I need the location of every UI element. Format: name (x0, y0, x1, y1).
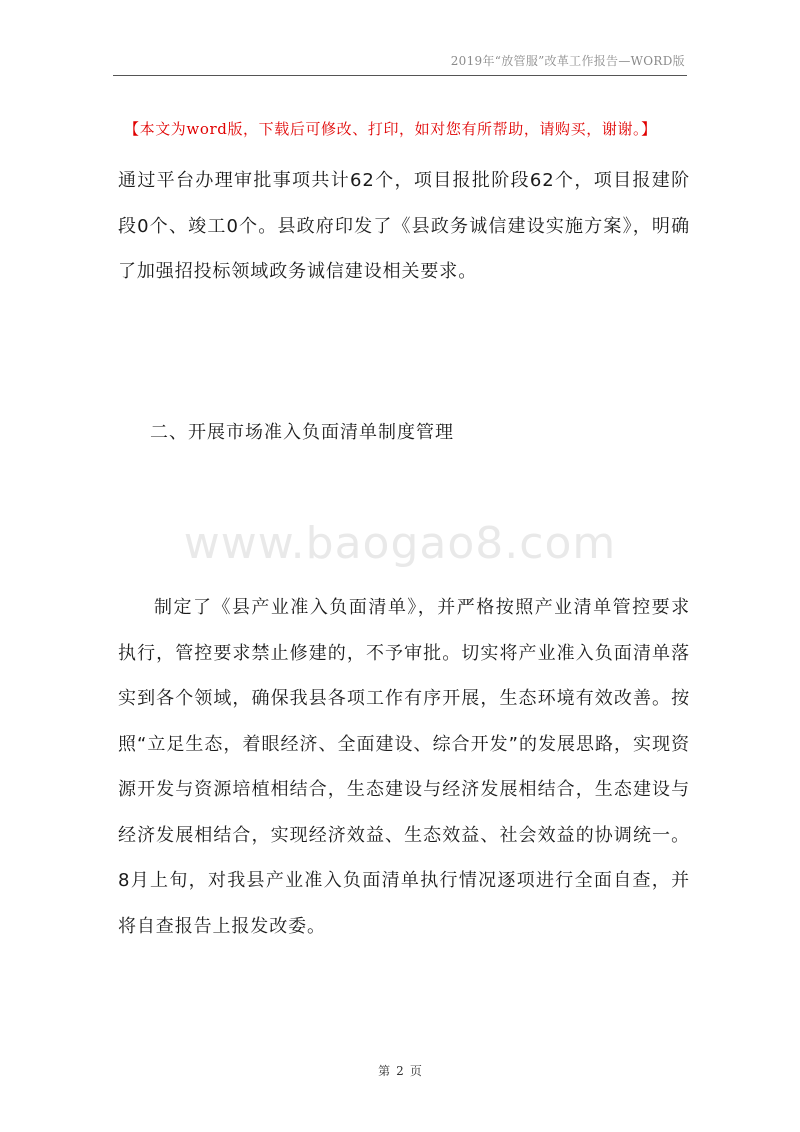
header-divider (113, 75, 687, 76)
page-number-prefix: 第 (378, 1064, 391, 1078)
body-paragraph-1: 通过平台办理审批事项共计62个，项目报批阶段62个，项目报建阶段0个、竣工0个。县政府印发了《县政务诚信建设实施方案》，明确了加强招投标领域政务诚信建设相关要求。 (118, 170, 690, 282)
watermark: www.baogao8.com (183, 518, 617, 569)
page-number-suffix: 页 (409, 1064, 422, 1078)
page-number-value: 2 (396, 1064, 404, 1078)
page-number (0, 1062, 800, 1079)
body-paragraph-2: 制定了《县产业准入负面清单》，并严格按照产业清单管控要求执行，管控要求禁止修建的，不予审批。切实将产业准入负面清单落实到各个领域，确保我县各项工作有序开展，生态环境有效改善。按照“立足生态，着眼经济、全面建设、综合开发”的发展思路，实现资源开发与资源培植相结合，生态建设与经济发展相结合，生态建设与经济发展相结合，实现经济效益、生态效益、社会效益的协调统一。8月上旬，对我县产业准入负面清单执行情况逐项进行全面自查，并将自查报告上报发改委。 (118, 597, 690, 937)
section-heading: 二、开展市场准入负面清单制度管理 (150, 422, 454, 443)
page-header: 2019年“放管服”改革工作报告—WORD版 (450, 54, 685, 68)
download-notice: 【本文为word版，下载后可修改、打印，如对您有所帮助，请购买，谢谢。】 (124, 120, 657, 138)
